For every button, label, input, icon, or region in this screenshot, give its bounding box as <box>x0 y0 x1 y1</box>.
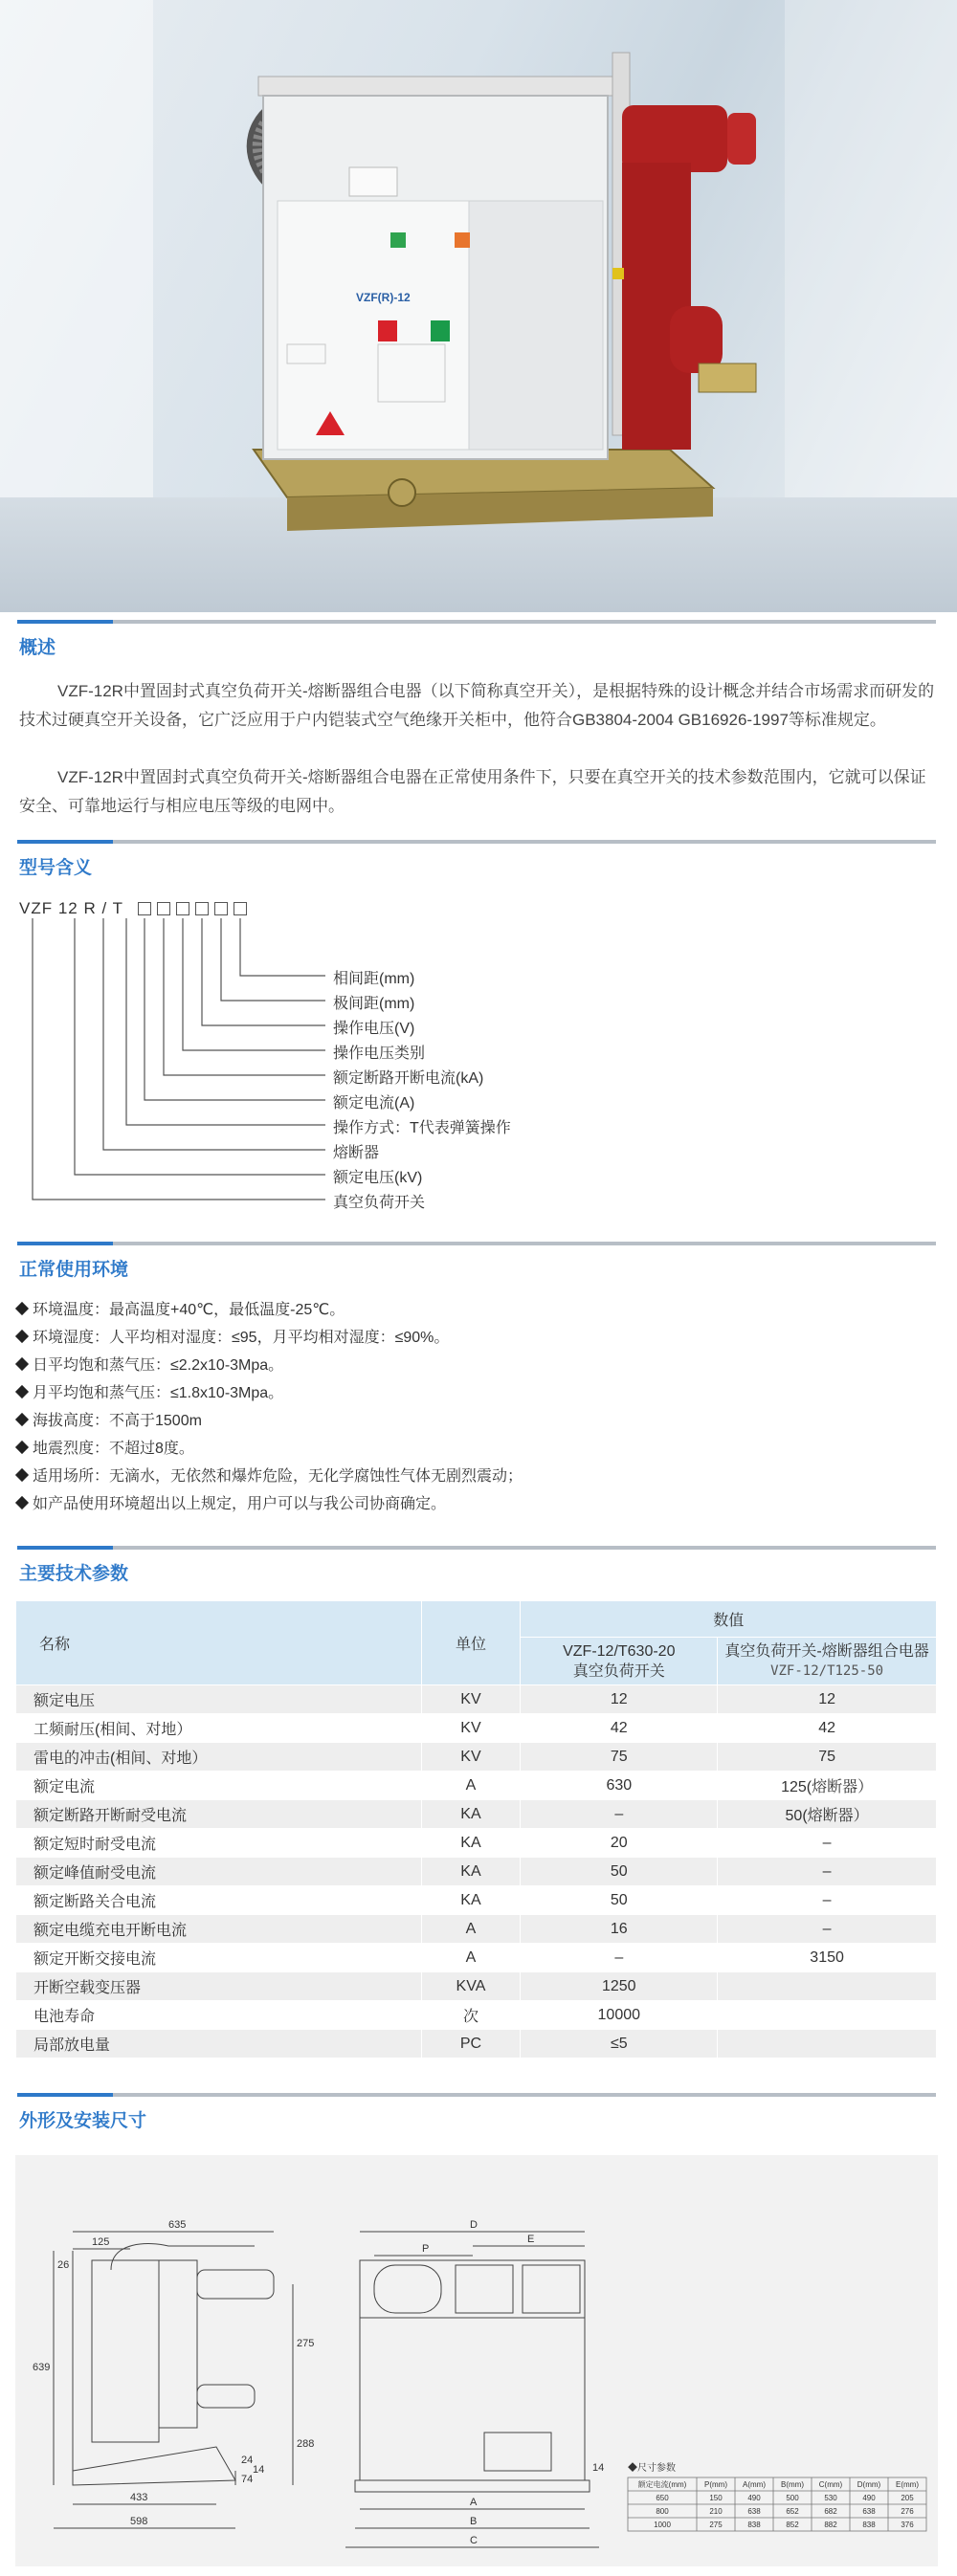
section-dimensions-header <box>0 2085 957 2143</box>
table-cell-name: 额定断路开断耐受电流 <box>16 1800 422 1829</box>
table-cell-v1: 50 <box>521 1886 718 1915</box>
table-cell-unit: KA <box>421 1829 521 1858</box>
environment-item <box>15 1435 934 1463</box>
table-row <box>16 1972 937 2001</box>
section-title: 主要技术参数 <box>19 1564 129 1584</box>
open-button <box>378 320 397 341</box>
model-code: VZF 12 R / T <box>19 899 123 917</box>
table-cell-unit: KA <box>421 1886 521 1915</box>
dim-table-cell: 638 <box>862 2507 876 2516</box>
dim-table-cell: 150 <box>709 2494 723 2502</box>
dim-label-26: 26 <box>57 2259 70 2271</box>
section-model-header <box>0 832 957 890</box>
section-rule-accent <box>17 840 113 844</box>
front-panel-right <box>469 201 603 450</box>
model-label: 操作电压类别 <box>333 1046 426 1062</box>
dimension-drawings <box>15 2155 938 2566</box>
table-row <box>16 1743 937 1772</box>
table-cell-unit: KV <box>421 1743 521 1772</box>
bullet-diamond-icon <box>15 1496 29 1509</box>
table-header-col1-line1: VZF-12/T630-20 <box>563 1642 676 1660</box>
dim-table-cell: 800 <box>656 2507 669 2516</box>
environment-item-text: 月平均饱和蒸气压：≤1.8x10-3Mpa。 <box>33 1385 284 1401</box>
bullet-diamond-icon <box>15 1357 29 1371</box>
dim-table-cell: 500 <box>786 2494 799 2502</box>
dim-table-cell: 638 <box>747 2507 761 2516</box>
table-row <box>16 2001 937 2030</box>
table-cell-v2: 12 <box>718 1685 937 1714</box>
table-header-col1 <box>521 1638 718 1685</box>
params-table <box>15 1600 937 2059</box>
dim-label-P: P <box>422 2243 430 2255</box>
environment-item <box>15 1352 934 1379</box>
table-cell-name: 开断空载变压器 <box>16 1972 422 2001</box>
model-label: 额定电流(A) <box>333 1095 415 1112</box>
table-header-name: 名称 <box>16 1601 422 1685</box>
front-view-nameplate <box>484 2433 551 2471</box>
table-header-unit: 单位 <box>421 1601 521 1685</box>
side-view-lower-bushing <box>197 2385 255 2408</box>
pole-upper <box>622 105 727 172</box>
dim-label-639: 639 <box>33 2362 51 2373</box>
panel-model-label: VZF(R)-12 <box>356 291 411 304</box>
dim-label-635: 635 <box>168 2219 187 2231</box>
model-label: 真空负荷开关 <box>333 1195 426 1211</box>
dim-table-cell: 210 <box>709 2507 723 2516</box>
table-cell-v2: 3150 <box>718 1944 937 1972</box>
dimension-drawing-panel <box>15 2155 938 2566</box>
table-cell-v1: 50 <box>521 1858 718 1886</box>
environment-item-text: 地震烈度：不超过8度。 <box>33 1441 194 1457</box>
dim-table-cell: 530 <box>824 2494 837 2502</box>
table-cell-unit: A <box>421 1772 521 1800</box>
dim-table-header: C(mm) <box>818 2480 843 2489</box>
front-view-contact-mid <box>456 2265 513 2313</box>
table-cell-v1: 12 <box>521 1685 718 1714</box>
dim-table-cell: 838 <box>747 2521 761 2529</box>
model-label: 额定断路开断电流(kA) <box>333 1070 484 1087</box>
dim-table-cell: 275 <box>709 2521 723 2529</box>
dim-table-cell: 490 <box>747 2494 761 2502</box>
side-view-hose <box>111 2244 255 2270</box>
section-rule <box>17 1242 936 1245</box>
table-cell-name: 工频耐压(相间、对地） <box>16 1714 422 1743</box>
dim-table-cell: 682 <box>824 2507 837 2516</box>
open-indicator <box>455 232 470 248</box>
table-cell-name: 额定电缆充电开断电流 <box>16 1915 422 1944</box>
front-view-base <box>355 2480 590 2492</box>
table-cell-v2: – <box>718 1886 937 1915</box>
environment-item-text: 环境温度：最高温度+40℃，最低温度-25℃。 <box>33 1302 345 1318</box>
dim-table-cell: 838 <box>862 2521 876 2529</box>
table-cell-v2: 42 <box>718 1714 937 1743</box>
environment-item <box>15 1324 934 1352</box>
environment-item-text: 海拔高度：不高于1500m <box>33 1413 202 1429</box>
dim-label-74: 74 <box>241 2474 254 2485</box>
table-header-col2-line2: VZF-12/T125-50 <box>770 1662 884 1679</box>
table-cell-unit: PC <box>421 2030 521 2059</box>
table-cell-v2 <box>718 2030 937 2059</box>
environment-item-text: 日平均饱和蒸气压：≤2.2x10-3Mpa。 <box>33 1357 284 1374</box>
table-cell-unit: KA <box>421 1800 521 1829</box>
bullet-diamond-icon <box>15 1302 29 1315</box>
dim-table-header: D(mm) <box>857 2480 881 2489</box>
model-label: 操作方式：T代表弹簧操作 <box>333 1120 511 1136</box>
bullet-diamond-icon <box>15 1330 29 1343</box>
table-cell-name: 雷电的冲击(相间、对地） <box>16 1743 422 1772</box>
table-cell-unit: KVA <box>421 1972 521 2001</box>
table-cell-v2: 125(熔断器） <box>718 1772 937 1800</box>
top-rail <box>258 77 622 96</box>
table-row <box>16 1772 937 1800</box>
table-row <box>16 1800 937 1829</box>
table-header-col1-line2: 真空负荷开关 <box>572 1662 665 1680</box>
environment-list <box>15 1296 934 1518</box>
table-cell-v2 <box>718 2001 937 2030</box>
section-title: 外形及安装尺寸 <box>19 2111 147 2131</box>
dim-label-433: 433 <box>130 2492 148 2503</box>
dim-label-C: C <box>470 2535 478 2546</box>
warning-label <box>612 268 624 279</box>
product-illustration <box>0 0 957 612</box>
table-cell-v1: 75 <box>521 1743 718 1772</box>
table-cell-v1: 20 <box>521 1829 718 1858</box>
table-cell-name: 额定电流 <box>16 1772 422 1800</box>
table-row <box>16 1858 937 1886</box>
table-header-col2-line1: 真空负荷开关-熔断器组合电器 <box>724 1642 929 1660</box>
bullet-diamond-icon <box>15 1385 29 1398</box>
model-label: 熔断器 <box>333 1145 380 1161</box>
table-cell-unit: KA <box>421 1858 521 1886</box>
dim-table-header: B(mm) <box>781 2480 804 2489</box>
dim-table-header: E(mm) <box>896 2480 919 2489</box>
table-row <box>16 1915 937 1944</box>
overview-text-2: VZF-12R中置固封式真空负荷开关-熔断器组合电器在正常使用条件下，只要在真空开关的技术参数范围内，它就可以保证安全、可靠地运行与相应电压等级的电网中。 <box>19 768 926 815</box>
dim-label-A: A <box>470 2497 478 2508</box>
table-cell-unit: KV <box>421 1714 521 1743</box>
table-header-value: 数值 <box>521 1601 937 1638</box>
dim-table-cell: 652 <box>786 2507 799 2516</box>
model-label: 相间距(mm) <box>333 971 415 987</box>
table-row <box>16 1685 937 1714</box>
lower-contact <box>699 363 756 392</box>
dim-table-cell: 1000 <box>654 2521 671 2529</box>
table-cell-unit: A <box>421 1944 521 1972</box>
bullet-diamond-icon <box>15 1468 29 1482</box>
table-cell-name: 电池寿命 <box>16 2001 422 2030</box>
table-cell-name: 局部放电量 <box>16 2030 422 2059</box>
dim-table-cell: 882 <box>824 2521 837 2529</box>
dim-table-cell: 276 <box>901 2507 914 2516</box>
table-cell-name: 额定开断交接电流 <box>16 1944 422 1972</box>
overview-paragraph-2 <box>19 763 938 821</box>
dim-table-cell: 490 <box>862 2494 876 2502</box>
table-cell-name: 额定断路关合电流 <box>16 1886 422 1915</box>
section-rule <box>17 1546 936 1550</box>
table-cell-v1: ≤5 <box>521 2030 718 2059</box>
environment-item <box>15 1407 934 1435</box>
dim-label-288: 288 <box>297 2438 315 2450</box>
table-row <box>16 1944 937 1972</box>
front-view-contact-right <box>523 2265 580 2313</box>
dim-table-cell: 852 <box>786 2521 799 2529</box>
dim-label-14-side: 14 <box>253 2464 265 2476</box>
section-title: 型号含义 <box>19 858 93 878</box>
dim-label-24: 24 <box>241 2455 254 2466</box>
table-cell-name: 额定电压 <box>16 1685 422 1714</box>
dim-table-title: ◆尺寸参数 <box>628 2463 676 2474</box>
dim-table-header: 额定电流(mm) <box>637 2480 687 2489</box>
dim-label-598: 598 <box>130 2516 148 2527</box>
table-cell-unit: 次 <box>421 2001 521 2030</box>
close-button <box>431 320 450 341</box>
environment-item <box>15 1296 934 1324</box>
environment-item <box>15 1490 934 1518</box>
model-code-diagram <box>19 899 593 1224</box>
closed-indicator <box>390 232 406 248</box>
table-cell-v1: 42 <box>521 1714 718 1743</box>
side-view-upper-bushing <box>197 2270 274 2299</box>
table-cell-name: 额定峰值耐受电流 <box>16 1858 422 1886</box>
dim-label-125: 125 <box>92 2236 110 2248</box>
dim-label-E: E <box>527 2234 535 2245</box>
dim-table-header: A(mm) <box>743 2480 766 2489</box>
dim-label-14-front: 14 <box>592 2462 605 2474</box>
section-params-header <box>0 1538 957 1596</box>
table-row <box>16 1714 937 1743</box>
side-view-body <box>92 2260 159 2442</box>
environment-item-text: 适用场所：无滴水，无依然和爆炸危险，无化学腐蚀性气体无剧烈震动； <box>33 1468 523 1485</box>
table-cell-v2: – <box>718 1915 937 1944</box>
section-title: 正常使用环境 <box>19 1260 129 1280</box>
dim-table-cell: 205 <box>901 2494 914 2502</box>
racking-handle <box>389 479 415 506</box>
environment-item-text: 如产品使用环境超出以上规定，用户可以与我公司协商确定。 <box>33 1496 447 1512</box>
side-view-base <box>73 2447 235 2485</box>
table-cell-v1: 630 <box>521 1772 718 1800</box>
section-title: 概述 <box>19 638 56 658</box>
section-rule <box>17 2093 936 2097</box>
table-cell-v1: – <box>521 1944 718 1972</box>
section-rule-accent <box>17 620 113 624</box>
bullet-diamond-icon <box>15 1441 29 1454</box>
pole-upper-tip <box>727 113 756 165</box>
table-cell-v2: 50(熔断器） <box>718 1800 937 1829</box>
environment-item-text: 环境湿度：人平均相对湿度：≤95，月平均相对湿度：≤90%。 <box>33 1330 450 1346</box>
pole-body <box>622 163 691 450</box>
table-cell-v1: – <box>521 1800 718 1829</box>
model-label: 极间距(mm) <box>333 996 415 1012</box>
table-header-col2 <box>718 1638 937 1685</box>
table-cell-v1: 16 <box>521 1915 718 1944</box>
model-leader-lines <box>19 899 593 1224</box>
side-view-pole <box>159 2260 197 2428</box>
section-environment-header <box>0 1234 957 1291</box>
insulator-cap <box>349 167 397 196</box>
dim-table-cell: 376 <box>901 2521 914 2529</box>
dim-label-275: 275 <box>297 2338 315 2349</box>
table-cell-name: 额定短时耐受电流 <box>16 1829 422 1858</box>
table-row <box>16 2030 937 2059</box>
table-row <box>16 1829 937 1858</box>
overview-paragraph-1 <box>19 677 938 735</box>
table-cell-unit: KV <box>421 1685 521 1714</box>
dim-table-cell: 650 <box>656 2494 669 2502</box>
hero-banner <box>0 0 957 612</box>
section-rule-accent <box>17 2093 113 2097</box>
dim-label-D: D <box>470 2219 478 2231</box>
model-label: 操作电压(V) <box>333 1021 415 1037</box>
dim-table-header: P(mm) <box>704 2480 727 2489</box>
table-cell-v2: – <box>718 1858 937 1886</box>
section-rule-accent <box>17 1546 113 1550</box>
table-cell-v2: – <box>718 1829 937 1858</box>
section-overview-header <box>0 612 957 670</box>
section-rule <box>17 620 936 624</box>
table-cell-v1: 10000 <box>521 2001 718 2030</box>
front-view-handle <box>374 2265 441 2313</box>
model-label: 额定电压(kV) <box>333 1170 423 1186</box>
table-cell-v2 <box>718 1972 937 2001</box>
bullet-diamond-icon <box>15 1413 29 1426</box>
table-cell-unit: A <box>421 1915 521 1944</box>
environment-item <box>15 1379 934 1407</box>
table-cell-v1: 1250 <box>521 1972 718 2001</box>
environment-item <box>15 1463 934 1490</box>
section-rule-accent <box>17 1242 113 1245</box>
table-cell-v2: 75 <box>718 1743 937 1772</box>
section-rule <box>17 840 936 844</box>
overview-text-1: VZF-12R中置固封式真空负荷开关-熔断器组合电器（以下简称真空开关），是根据特殊的设计概念并结合市场需求而研发的技术过硬真空开关设备，它广泛应用于户内铠装式空气绝缘开关柜中，他符合GB3804-2004 GB16926-1997等标准规定。 <box>19 682 935 729</box>
table-row <box>16 1886 937 1915</box>
dim-label-B: B <box>470 2516 478 2527</box>
